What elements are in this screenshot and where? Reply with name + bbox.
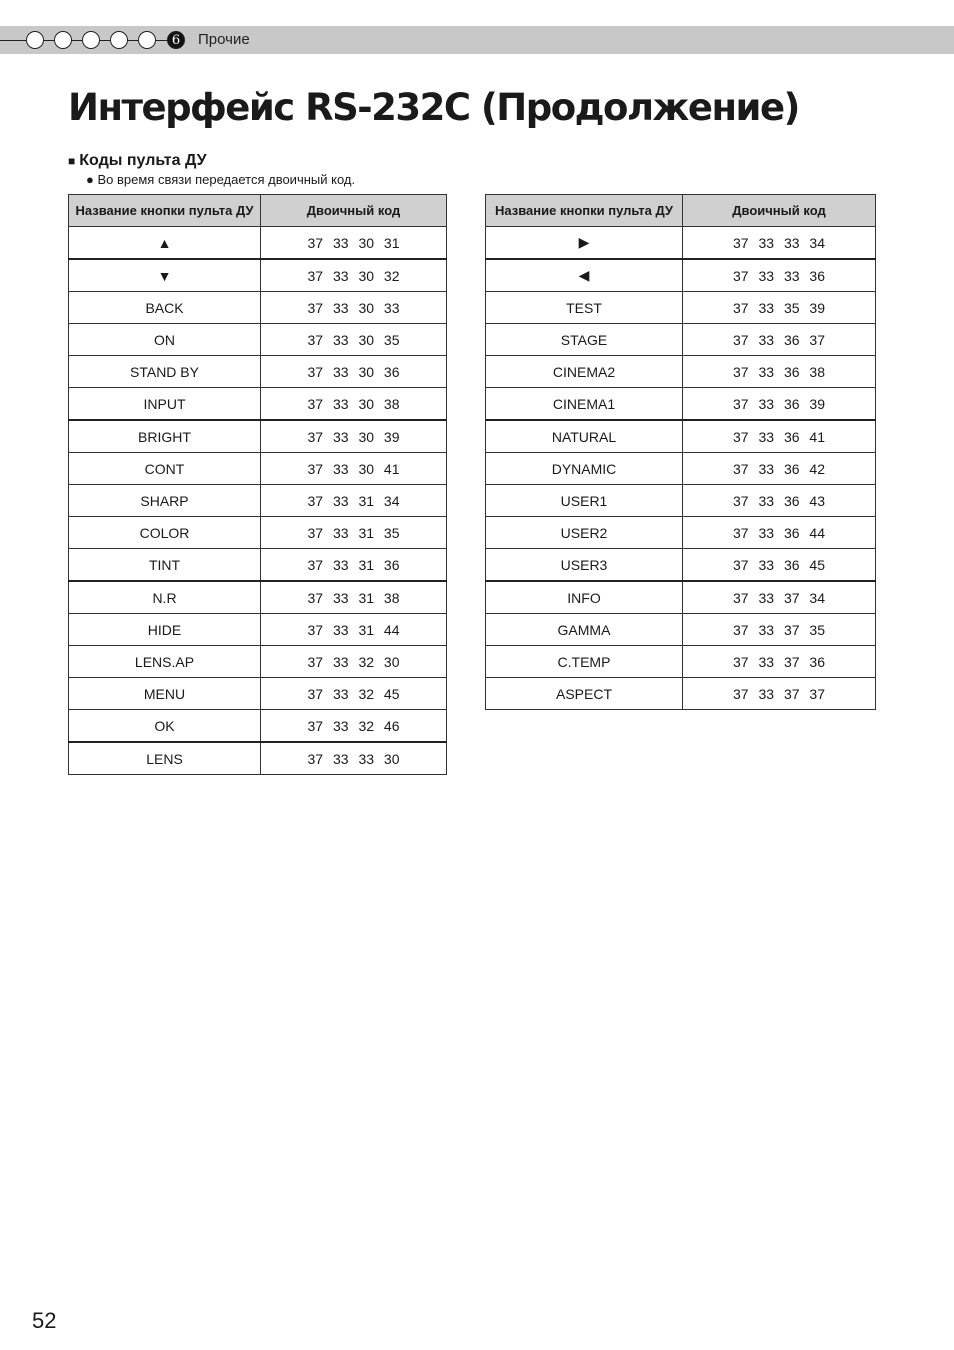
button-name-cell: MENU [69, 678, 261, 710]
table-row [486, 549, 876, 582]
binary-code-cell: 37 33 33 30 [261, 742, 447, 775]
note [86, 172, 355, 187]
button-name-cell: INPUT [69, 388, 261, 421]
button-name-cell: SHARP [69, 485, 261, 517]
binary-code-cell: 37 33 30 32 [261, 259, 447, 292]
binary-code-cell: 37 33 30 33 [261, 292, 447, 324]
button-name-cell: ◀ [486, 259, 683, 292]
table-row [69, 742, 447, 775]
table-row [69, 517, 447, 549]
binary-code-cell: 37 33 30 38 [261, 388, 447, 421]
table-row [69, 678, 447, 710]
table-row [486, 453, 876, 485]
dot-bullet-icon: ● [86, 172, 94, 187]
column-header-name: Название кнопки пульта ДУ [69, 195, 261, 227]
column-header-name: Название кнопки пульта ДУ [486, 195, 683, 227]
button-name-cell: USER2 [486, 517, 683, 549]
button-name-cell: LENS.AP [69, 646, 261, 678]
button-name-cell: C.TEMP [486, 646, 683, 678]
table-row [486, 388, 876, 421]
button-name-cell: BACK [69, 292, 261, 324]
button-name-cell: ▲ [69, 227, 261, 260]
binary-code-cell: 37 33 36 39 [683, 388, 876, 421]
table-row [486, 227, 876, 260]
button-name-cell: STAGE [486, 324, 683, 356]
table-row [486, 646, 876, 678]
page-number: 52 [32, 1308, 57, 1333]
binary-code-cell: 37 33 36 45 [683, 549, 876, 582]
table-row [486, 614, 876, 646]
table-row [486, 517, 876, 549]
binary-code-cell: 37 33 37 34 [683, 581, 876, 614]
table-row [69, 549, 447, 582]
binary-code-cell: 37 33 36 44 [683, 517, 876, 549]
binary-code-cell: 37 33 30 41 [261, 453, 447, 485]
button-name-cell: USER1 [486, 485, 683, 517]
page-title: Интерфейс RS-232C (Продолжение) [68, 86, 799, 129]
chapter-circle-icon [110, 31, 128, 49]
binary-code-cell: 37 33 37 37 [683, 678, 876, 710]
table-row [69, 485, 447, 517]
button-name-cell: CONT [69, 453, 261, 485]
button-name-cell: ▼ [69, 259, 261, 292]
table-row [486, 678, 876, 710]
table-header-row [486, 195, 876, 227]
table-row [486, 581, 876, 614]
button-name-cell: CINEMA1 [486, 388, 683, 421]
button-name-cell: STAND BY [69, 356, 261, 388]
table-row [69, 388, 447, 421]
remote-codes-table-left [68, 194, 447, 775]
binary-code-cell: 37 33 36 38 [683, 356, 876, 388]
table-row [69, 420, 447, 453]
binary-code-cell: 37 33 31 38 [261, 581, 447, 614]
column-header-code: Двоичный код [683, 195, 876, 227]
binary-code-cell: 37 33 31 36 [261, 549, 447, 582]
table-row [69, 259, 447, 292]
button-name-cell: COLOR [69, 517, 261, 549]
section-name: Прочие [198, 31, 250, 48]
binary-code-cell: 37 33 31 44 [261, 614, 447, 646]
chapter-circle-icon [54, 31, 72, 49]
button-name-cell: NATURAL [486, 420, 683, 453]
binary-code-cell: 37 33 30 31 [261, 227, 447, 260]
table-row [69, 614, 447, 646]
subheading-text: Коды пульта ДУ [79, 152, 207, 169]
button-name-cell: INFO [486, 581, 683, 614]
chapter-circle-icon [138, 31, 156, 49]
button-name-cell: GAMMA [486, 614, 683, 646]
binary-code-cell: 37 33 32 30 [261, 646, 447, 678]
table-row [69, 356, 447, 388]
note-text: Во время связи передается двоичный код. [97, 172, 356, 187]
button-name-cell: ASPECT [486, 678, 683, 710]
table-row [486, 259, 876, 292]
chapter-number-badge: 6 [167, 31, 185, 49]
button-name-cell: CINEMA2 [486, 356, 683, 388]
binary-code-cell: 37 33 30 39 [261, 420, 447, 453]
button-name-cell: ▶ [486, 227, 683, 260]
chapter-circle-icon [82, 31, 100, 49]
button-name-cell: DYNAMIC [486, 453, 683, 485]
table-row [69, 227, 447, 260]
binary-code-cell: 37 33 32 45 [261, 678, 447, 710]
table-row [486, 356, 876, 388]
button-name-cell: TINT [69, 549, 261, 582]
button-name-cell: ON [69, 324, 261, 356]
binary-code-cell: 37 33 31 34 [261, 485, 447, 517]
binary-code-cell: 37 33 30 36 [261, 356, 447, 388]
table-row [69, 581, 447, 614]
binary-code-cell: 37 33 33 34 [683, 227, 876, 260]
chapter-circle-icon [26, 31, 44, 49]
table-row [69, 324, 447, 356]
binary-code-cell: 37 33 33 36 [683, 259, 876, 292]
square-bullet-icon: ■ [68, 154, 76, 168]
remote-codes-table-right [485, 194, 876, 710]
binary-code-cell: 37 33 31 35 [261, 517, 447, 549]
table-row [486, 485, 876, 517]
table-row [486, 292, 876, 324]
binary-code-cell: 37 33 37 35 [683, 614, 876, 646]
binary-code-cell: 37 33 36 43 [683, 485, 876, 517]
binary-code-cell: 37 33 36 37 [683, 324, 876, 356]
table-row [486, 324, 876, 356]
button-name-cell: USER3 [486, 549, 683, 582]
button-name-cell: LENS [69, 742, 261, 775]
button-name-cell: OK [69, 710, 261, 743]
button-name-cell: BRIGHT [69, 420, 261, 453]
button-name-cell: N.R [69, 581, 261, 614]
binary-code-cell: 37 33 36 41 [683, 420, 876, 453]
table-row [69, 453, 447, 485]
binary-code-cell: 37 33 30 35 [261, 324, 447, 356]
table-row [69, 710, 447, 743]
binary-code-cell: 37 33 32 46 [261, 710, 447, 743]
binary-code-cell: 37 33 36 42 [683, 453, 876, 485]
table-row [486, 420, 876, 453]
binary-code-cell: 37 33 35 39 [683, 292, 876, 324]
table-row [69, 292, 447, 324]
column-header-code: Двоичный код [261, 195, 447, 227]
button-name-cell: HIDE [69, 614, 261, 646]
table-header-row [69, 195, 447, 227]
subheading [68, 152, 207, 170]
table-row [69, 646, 447, 678]
button-name-cell: TEST [486, 292, 683, 324]
binary-code-cell: 37 33 37 36 [683, 646, 876, 678]
